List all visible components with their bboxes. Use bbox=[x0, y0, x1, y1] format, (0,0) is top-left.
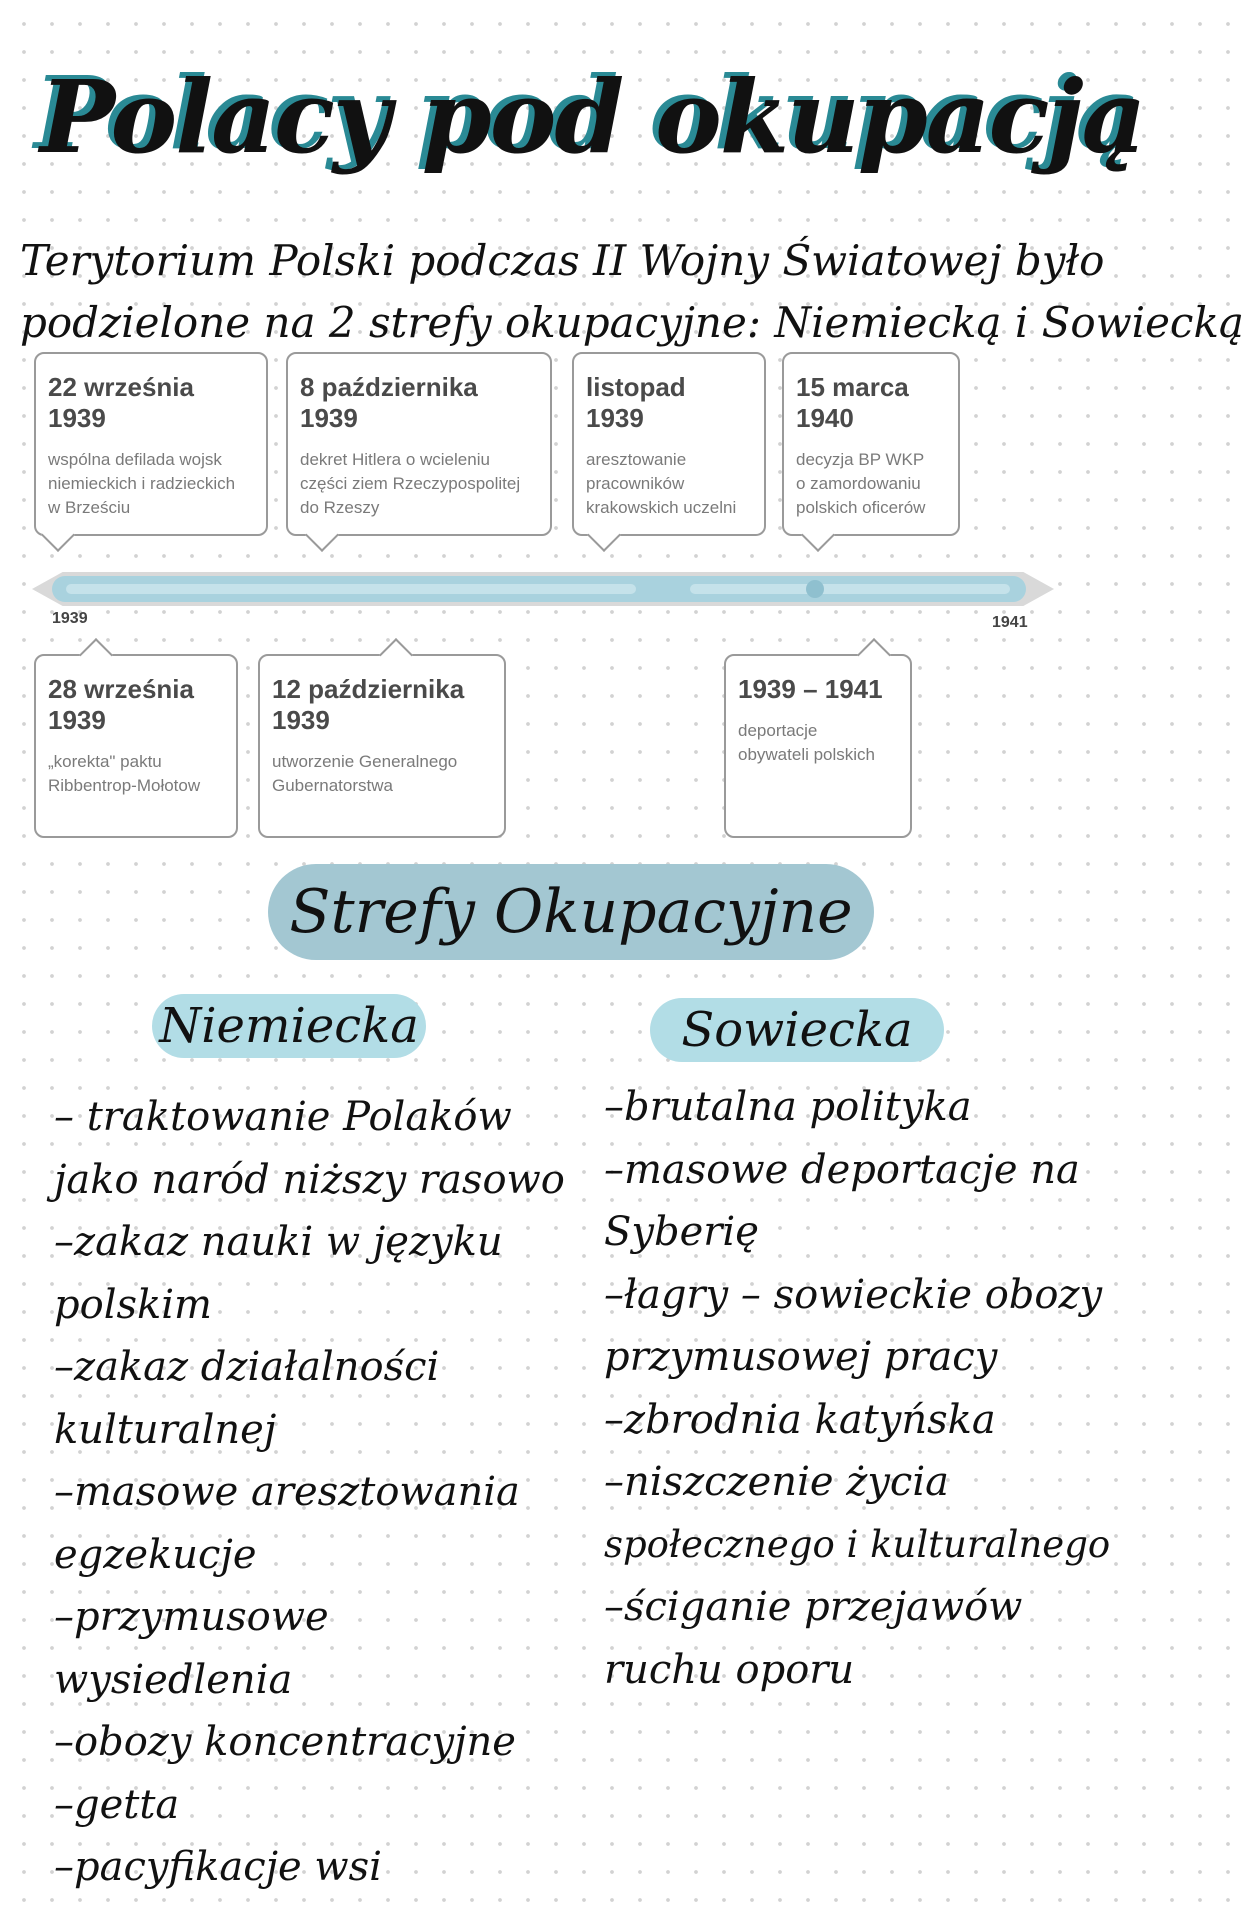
timeline-segment bbox=[66, 584, 636, 594]
list-item: ruchu oporu bbox=[604, 1646, 855, 1693]
german-zone-pill bbox=[152, 994, 426, 1058]
list-item: –getta bbox=[54, 1781, 180, 1828]
intro-line: podzielone na 2 strefy okupacyjne: Niemiecką i Sowiecką bbox=[20, 298, 1244, 347]
event-description: utworzenie Generalnego Gubernatorstwa bbox=[272, 752, 458, 795]
list-item: –brutalna polityka bbox=[604, 1084, 972, 1130]
list-item: –łagry – sowieckie obozy bbox=[604, 1271, 1103, 1318]
soviet-zone-list bbox=[604, 1076, 1111, 1701]
event-date: 12 października 1939 bbox=[272, 674, 465, 735]
list-item: przymusowej pracy bbox=[604, 1334, 998, 1380]
list-item: –obozy koncentracyjne bbox=[54, 1719, 516, 1765]
intro-text bbox=[20, 230, 1244, 354]
german-zone-label: Niemiecka bbox=[159, 998, 419, 1054]
timeline-event-card bbox=[34, 352, 268, 536]
timeline-event-card bbox=[34, 654, 238, 838]
list-item: –przymusowe bbox=[54, 1594, 329, 1640]
soviet-zone-label: Sowiecka bbox=[681, 1002, 913, 1058]
list-item: Syberię bbox=[604, 1209, 759, 1255]
list-item: – traktowanie Polaków bbox=[54, 1094, 512, 1140]
timeline-event-card bbox=[286, 352, 552, 536]
list-item: społecznego i kulturalnego bbox=[604, 1522, 1111, 1566]
event-date: 15 marca 1940 bbox=[796, 372, 909, 433]
zones-heading: Strefy Okupacyjne bbox=[289, 877, 853, 947]
list-item: kulturalnej bbox=[54, 1406, 277, 1453]
timeline-marker bbox=[806, 580, 824, 598]
event-description: aresztowanie pracowników krakowskich uczelni bbox=[586, 450, 737, 517]
timeline-start-year: 1939 bbox=[52, 610, 88, 627]
page-title: Polacy pod okupacją bbox=[40, 58, 1145, 176]
event-date: 1939 – 1941 bbox=[738, 674, 883, 704]
timeline-event-card bbox=[258, 654, 506, 838]
list-item: –zbrodnia katyńska bbox=[604, 1396, 996, 1443]
event-description: dekret Hitlera o wcieleniu części ziem Rzeczypospolitej do Rzeszy bbox=[300, 450, 521, 517]
list-item: –niszczenie życia bbox=[604, 1459, 949, 1505]
list-item: –masowe aresztowania bbox=[54, 1469, 520, 1515]
list-item: wysiedlenia bbox=[54, 1656, 293, 1703]
list-item: egzekucje bbox=[54, 1531, 257, 1578]
list-item: polskim bbox=[54, 1281, 212, 1328]
list-item: –masowe deportacje na bbox=[604, 1146, 1080, 1193]
intro-line: Terytorium Polski podczas II Wojny Światowej było bbox=[20, 236, 1105, 285]
event-date: listopad 1939 bbox=[586, 372, 686, 433]
zones-heading-pill bbox=[268, 864, 874, 960]
event-date: 22 września 1939 bbox=[48, 372, 194, 433]
list-item: –ściganie przejawów bbox=[604, 1584, 1023, 1630]
list-item: jako naród niższy rasowo bbox=[54, 1156, 565, 1203]
event-description: decyzja BP WKP o zamordowaniu polskich oficerów bbox=[796, 450, 926, 517]
list-item: –pacyfikacje wsi bbox=[54, 1844, 382, 1890]
list-item: –zakaz działalności bbox=[54, 1344, 440, 1390]
timeline-event-card bbox=[782, 352, 960, 536]
event-date: 8 października 1939 bbox=[300, 372, 478, 433]
event-description: wspólna defilada wojsk niemieckich i radzieckich w Brześciu bbox=[48, 450, 236, 517]
list-item: –zakaz nauki w języku bbox=[54, 1219, 503, 1265]
soviet-zone-pill bbox=[650, 998, 944, 1062]
timeline-end-year: 1941 bbox=[992, 614, 1028, 631]
german-zone-list bbox=[54, 1086, 565, 1899]
timeline-event-card bbox=[572, 352, 766, 536]
event-description: „korekta" paktu Ribbentrop-Mołotow bbox=[48, 752, 201, 795]
timeline-segment bbox=[690, 584, 1010, 594]
event-date: 28 września 1939 bbox=[48, 674, 194, 735]
event-description: deportacje obywateli polskich bbox=[738, 721, 876, 764]
timeline-event-card bbox=[724, 654, 912, 838]
